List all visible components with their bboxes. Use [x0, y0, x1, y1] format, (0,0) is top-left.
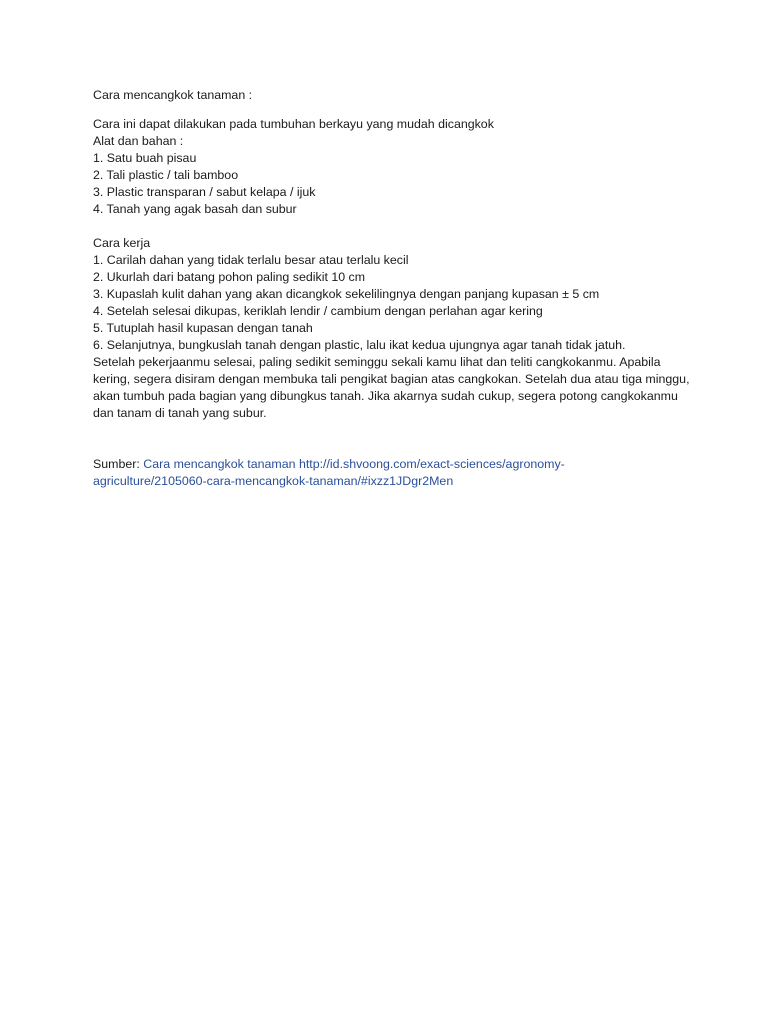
list-item: 6. Selanjutnya, bungkuslah tanah dengan plastic, lalu ikat kedua ujungnya agar tanah tidak jatuh. [93, 338, 626, 352]
source-citation [93, 456, 633, 490]
list-item: 2. Tali plastic / tali bamboo [93, 168, 239, 182]
steps-list [93, 252, 683, 354]
list-item: 3. Plastic transparan / sabut kelapa / ijuk [93, 185, 316, 199]
list-item: 3. Kupaslah kulit dahan yang akan dicangkok sekelilingnya dengan panjang kupasan ± 5 cm [93, 287, 600, 301]
list-item: 2. Ukurlah dari batang pohon paling sedikit 10 cm [93, 270, 366, 284]
intro-text: Cara ini dapat dilakukan pada tumbuhan berkayu yang mudah dicangkok [93, 117, 494, 131]
source-link[interactable]: Cara mencangkok tanaman http://id.shvoong.com/exact-sciences/agronomy-agriculture/2105060-cara-mencangkok-tanaman/#ixzz1JDgr2Men [93, 457, 565, 488]
list-item: 4. Setelah selesai dikupas, keriklah lendir / cambium dengan perlahan agar kering [93, 304, 543, 318]
document-title: Cara mencangkok tanaman : [93, 88, 253, 102]
list-item: 5. Tutuplah hasil kupasan dengan tanah [93, 321, 313, 335]
steps-heading: Cara kerja [93, 236, 151, 250]
materials-heading: Alat dan bahan : [93, 134, 184, 148]
document-page [93, 87, 690, 490]
materials-list [93, 150, 683, 218]
spacer [93, 218, 683, 235]
spacer [93, 104, 683, 116]
list-item: 1. Satu buah pisau [93, 151, 197, 165]
closing-paragraph: Setelah pekerjaanmu selesai, paling sedikit seminggu sekali kamu lihat dan teliti cangkokanmu. Apabila kering, segera disiram dengan membuka tali pengikat bagian atas cangkokan. Setelah dua atau tiga minggu, akan tumbuh pada bagian yang dibungkus tanah. Jika akarnya sudah cukup, segera potong cangkokanmu dan tanam di tanah yang subur. [93, 355, 690, 420]
spacer [93, 422, 683, 456]
list-item: 1. Carilah dahan yang tidak terlalu besar atau terlalu kecil [93, 253, 409, 267]
source-label: Sumber: [93, 457, 144, 471]
list-item: 4. Tanah yang agak basah dan subur [93, 202, 297, 216]
